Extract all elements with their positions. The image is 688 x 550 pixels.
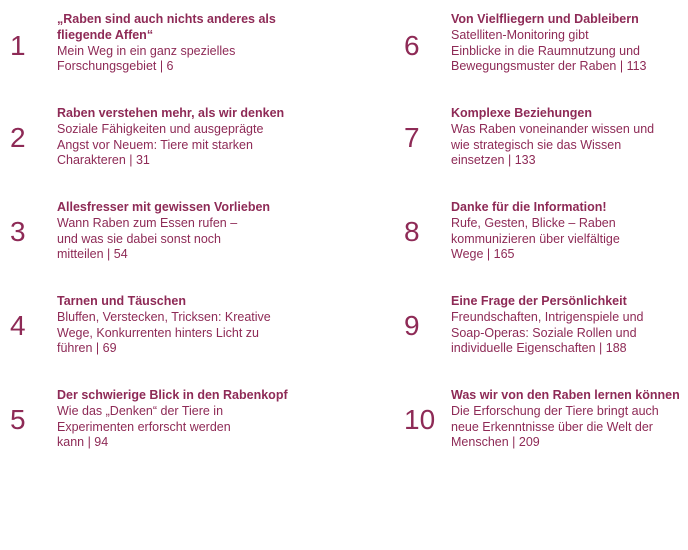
- chapter-subtitle: Bluffen, Verstecken, Tricksen: Kreative Wege, Konkurrenten hinters Licht zu führen | 69: [57, 309, 271, 356]
- chapter-number: 3: [10, 216, 26, 247]
- chapter-text: [451, 294, 688, 357]
- toc-entry-8[interactable]: [0, 200, 620, 290]
- chapter-title: Danke für die Information!: [451, 200, 607, 214]
- chapter-title: Der schwierige Blick in den Rabenkopf: [57, 388, 288, 402]
- chapter-subtitle: Die Erforschung der Tiere bringt auch neue Erkenntnisse über die Welt der Menschen | 209: [451, 403, 659, 450]
- chapter-number: 9: [404, 310, 420, 341]
- chapter-text: [451, 12, 688, 75]
- chapter-title: Komplexe Beziehungen: [451, 106, 592, 120]
- chapter-title: Was wir von den Raben lernen können: [451, 388, 680, 402]
- chapter-title: Von Vielfliegern und Dableibern: [451, 12, 639, 26]
- toc-entry-7[interactable]: [0, 106, 655, 196]
- chapter-subtitle: Wann Raben zum Essen rufen – und was sie dabei sonst noch mitteilen | 54: [57, 215, 238, 262]
- chapter-title: Tarnen und Täuschen: [57, 294, 186, 308]
- chapter-subtitle: Rufe, Gesten, Blicke – Raben kommunizieren über vielfältige Wege | 165: [451, 215, 620, 262]
- chapter-title: Raben verstehen mehr, als wir denken: [57, 106, 285, 120]
- chapter-number: 8: [404, 216, 420, 247]
- chapter-number: 6: [404, 30, 420, 61]
- chapter-subtitle: Freundschaften, Intrigenspiele und Soap-Operas: Soziale Rollen und individuelle Eigenschaften | 188: [451, 309, 644, 356]
- chapter-text: [451, 388, 688, 451]
- toc-entry-10[interactable]: [0, 388, 680, 478]
- chapter-number: 10: [404, 404, 436, 435]
- chapter-title: Allesfresser mit gewissen Vorlieben: [57, 200, 271, 214]
- chapter-number: 4: [10, 310, 26, 341]
- chapter-number: 1: [10, 30, 26, 61]
- chapter-title: „Raben sind auch nichts anderes als fliegende Affen“: [57, 12, 276, 42]
- toc-entry-9[interactable]: [0, 294, 644, 384]
- chapter-number: 2: [10, 122, 26, 153]
- chapter-number: 5: [10, 404, 26, 435]
- chapter-subtitle: Wie das „Denken“ der Tiere in Experimenten erforscht werden kann | 94: [57, 403, 231, 450]
- chapter-subtitle: Satelliten-Monitoring gibt Einblicke in die Raumnutzung und Bewegungsmuster der Raben | 113: [451, 27, 647, 74]
- chapter-subtitle: Soziale Fähigkeiten und ausgeprägte Angst vor Neuem: Tiere mit starken Charakteren | 31: [57, 121, 264, 168]
- chapter-text: [451, 200, 688, 263]
- chapter-number: 7: [404, 122, 420, 153]
- chapter-title: Eine Frage der Persönlichkeit: [451, 294, 627, 308]
- toc-entry-6[interactable]: [0, 12, 647, 102]
- chapter-subtitle: Mein Weg in ein ganz spezielles Forschungsgebiet | 6: [57, 43, 236, 74]
- chapter-text: [451, 106, 688, 169]
- chapter-subtitle: Was Raben voneinander wissen und wie strategisch sie das Wissen einsetzen | 133: [451, 121, 655, 168]
